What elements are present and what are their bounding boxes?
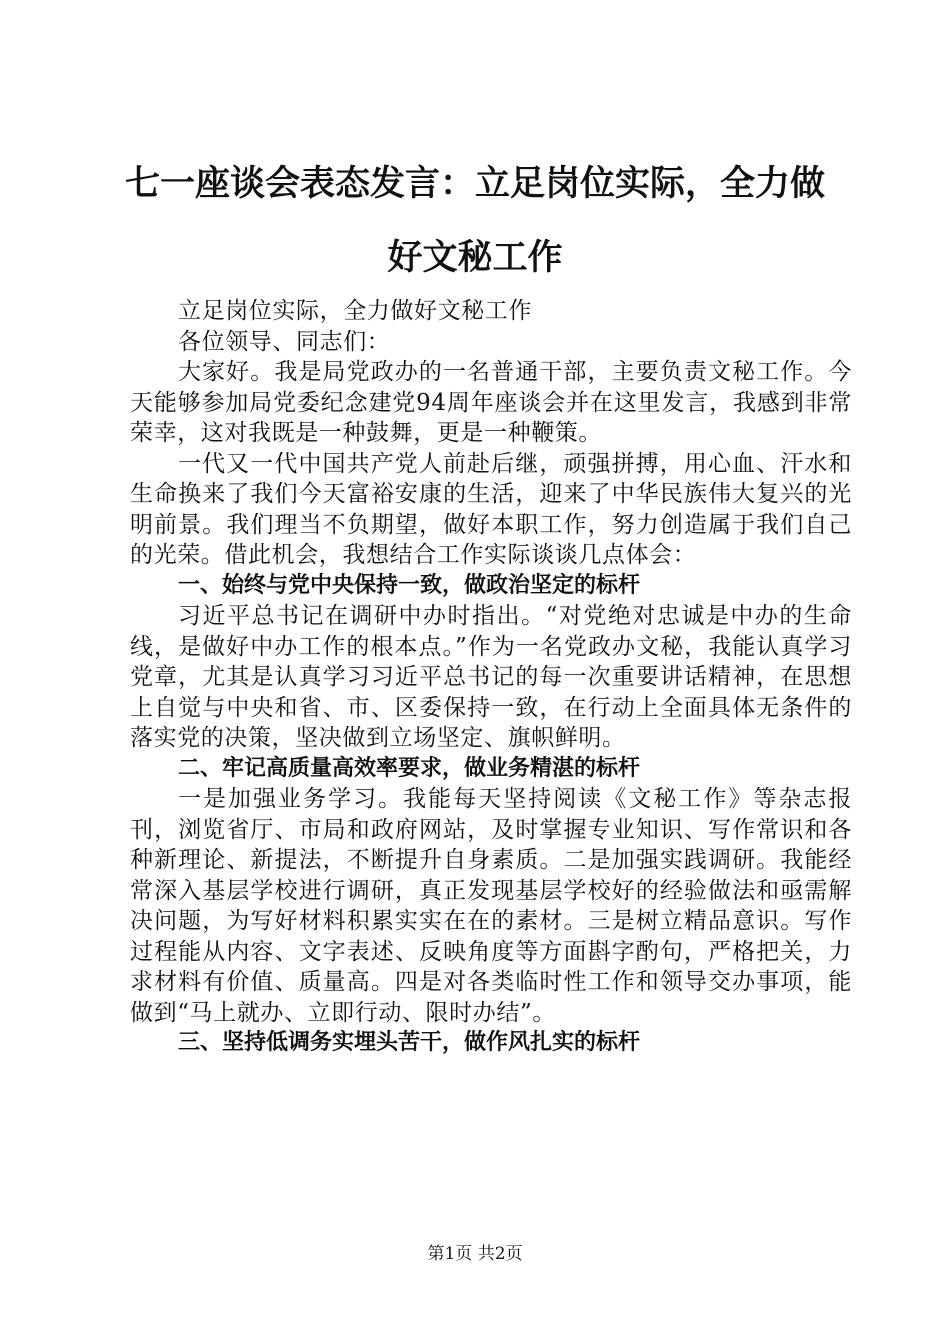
section-2-paragraph: 一是加强业务学习。我能每天坚持阅读《文秘工作》等杂志报刊，浏览省厅、市局和政府网站，及时掌握专业知识、写作常识和各种新理论、新提法，不断提升自身素质。二是加强实践调研。我能经常深入基层学校进行调研，真正发现基层学校好的经验做法和亟需解决问题，为写好材料积累实实在在的素材。三是树立精品意识。写作过程能从内容、文字表述、反映角度等方面斟字酌句，严格把关，力求材料有价值、质量高。四是对各类临时性工作和领导交办事项，能做到“马上就办、立即行动、限时办结”。 [130, 786, 852, 1026]
section-1-paragraph: 习近平总书记在调研中办时指出。“对党绝对忠诚是中办的生命线，是做好中办工作的根本点。”作为一名党政办文秘，我能认真学习党章，尤其是认真学习习近平总书记的每一次重要讲话精神，在思想上自觉与中央和省、市、区委保持一致，在行动上全面具体无条件的落实党的决策，坚决做到立场坚定、旗帜鲜明。 [130, 603, 852, 751]
section-heading-2: 二、牢记高质量高效率要求，做业务精湛的标杆 [178, 755, 641, 781]
document-title [110, 147, 840, 295]
title-line-2: 好文秘工作 [387, 238, 563, 278]
title-line-1: 七一座谈会表态发言：立足岗位实际，全力做 [124, 164, 825, 204]
page-number-footer: 第1页 共2页 [427, 1244, 523, 1264]
section-heading-1: 一、始终与党中央保持一致，做政治坚定的标杆 [178, 572, 641, 598]
salutation-paragraph: 各位领导、同志们： [178, 328, 391, 355]
section-heading-3: 三、坚持低调务实埋头苦干，做作风扎实的标杆 [178, 1030, 641, 1055]
document-body [130, 296, 852, 1059]
intro-paragraph: 大家好。我是局党政办的一名普通干部，主要负责文秘工作。今天能够参加局党委纪念建党94周年座谈会并在这里发言，我感到非常荣幸，这对我既是一种鼓舞，更是一种鞭策。 [130, 359, 852, 446]
subtitle-paragraph: 立足岗位实际，全力做好文秘工作 [178, 298, 532, 324]
background-paragraph: 一代又一代中国共产党人前赴后继，顽强拼搏，用心血、汗水和生命换来了我们今天富裕安康的生活，迎来了中华民族伟大复兴的光明前景。我们理当不负期望，做好本职工作，努力创造属于我们自己的光荣。借此机会，我想结合工作实际谈谈几点体会： [130, 450, 852, 568]
